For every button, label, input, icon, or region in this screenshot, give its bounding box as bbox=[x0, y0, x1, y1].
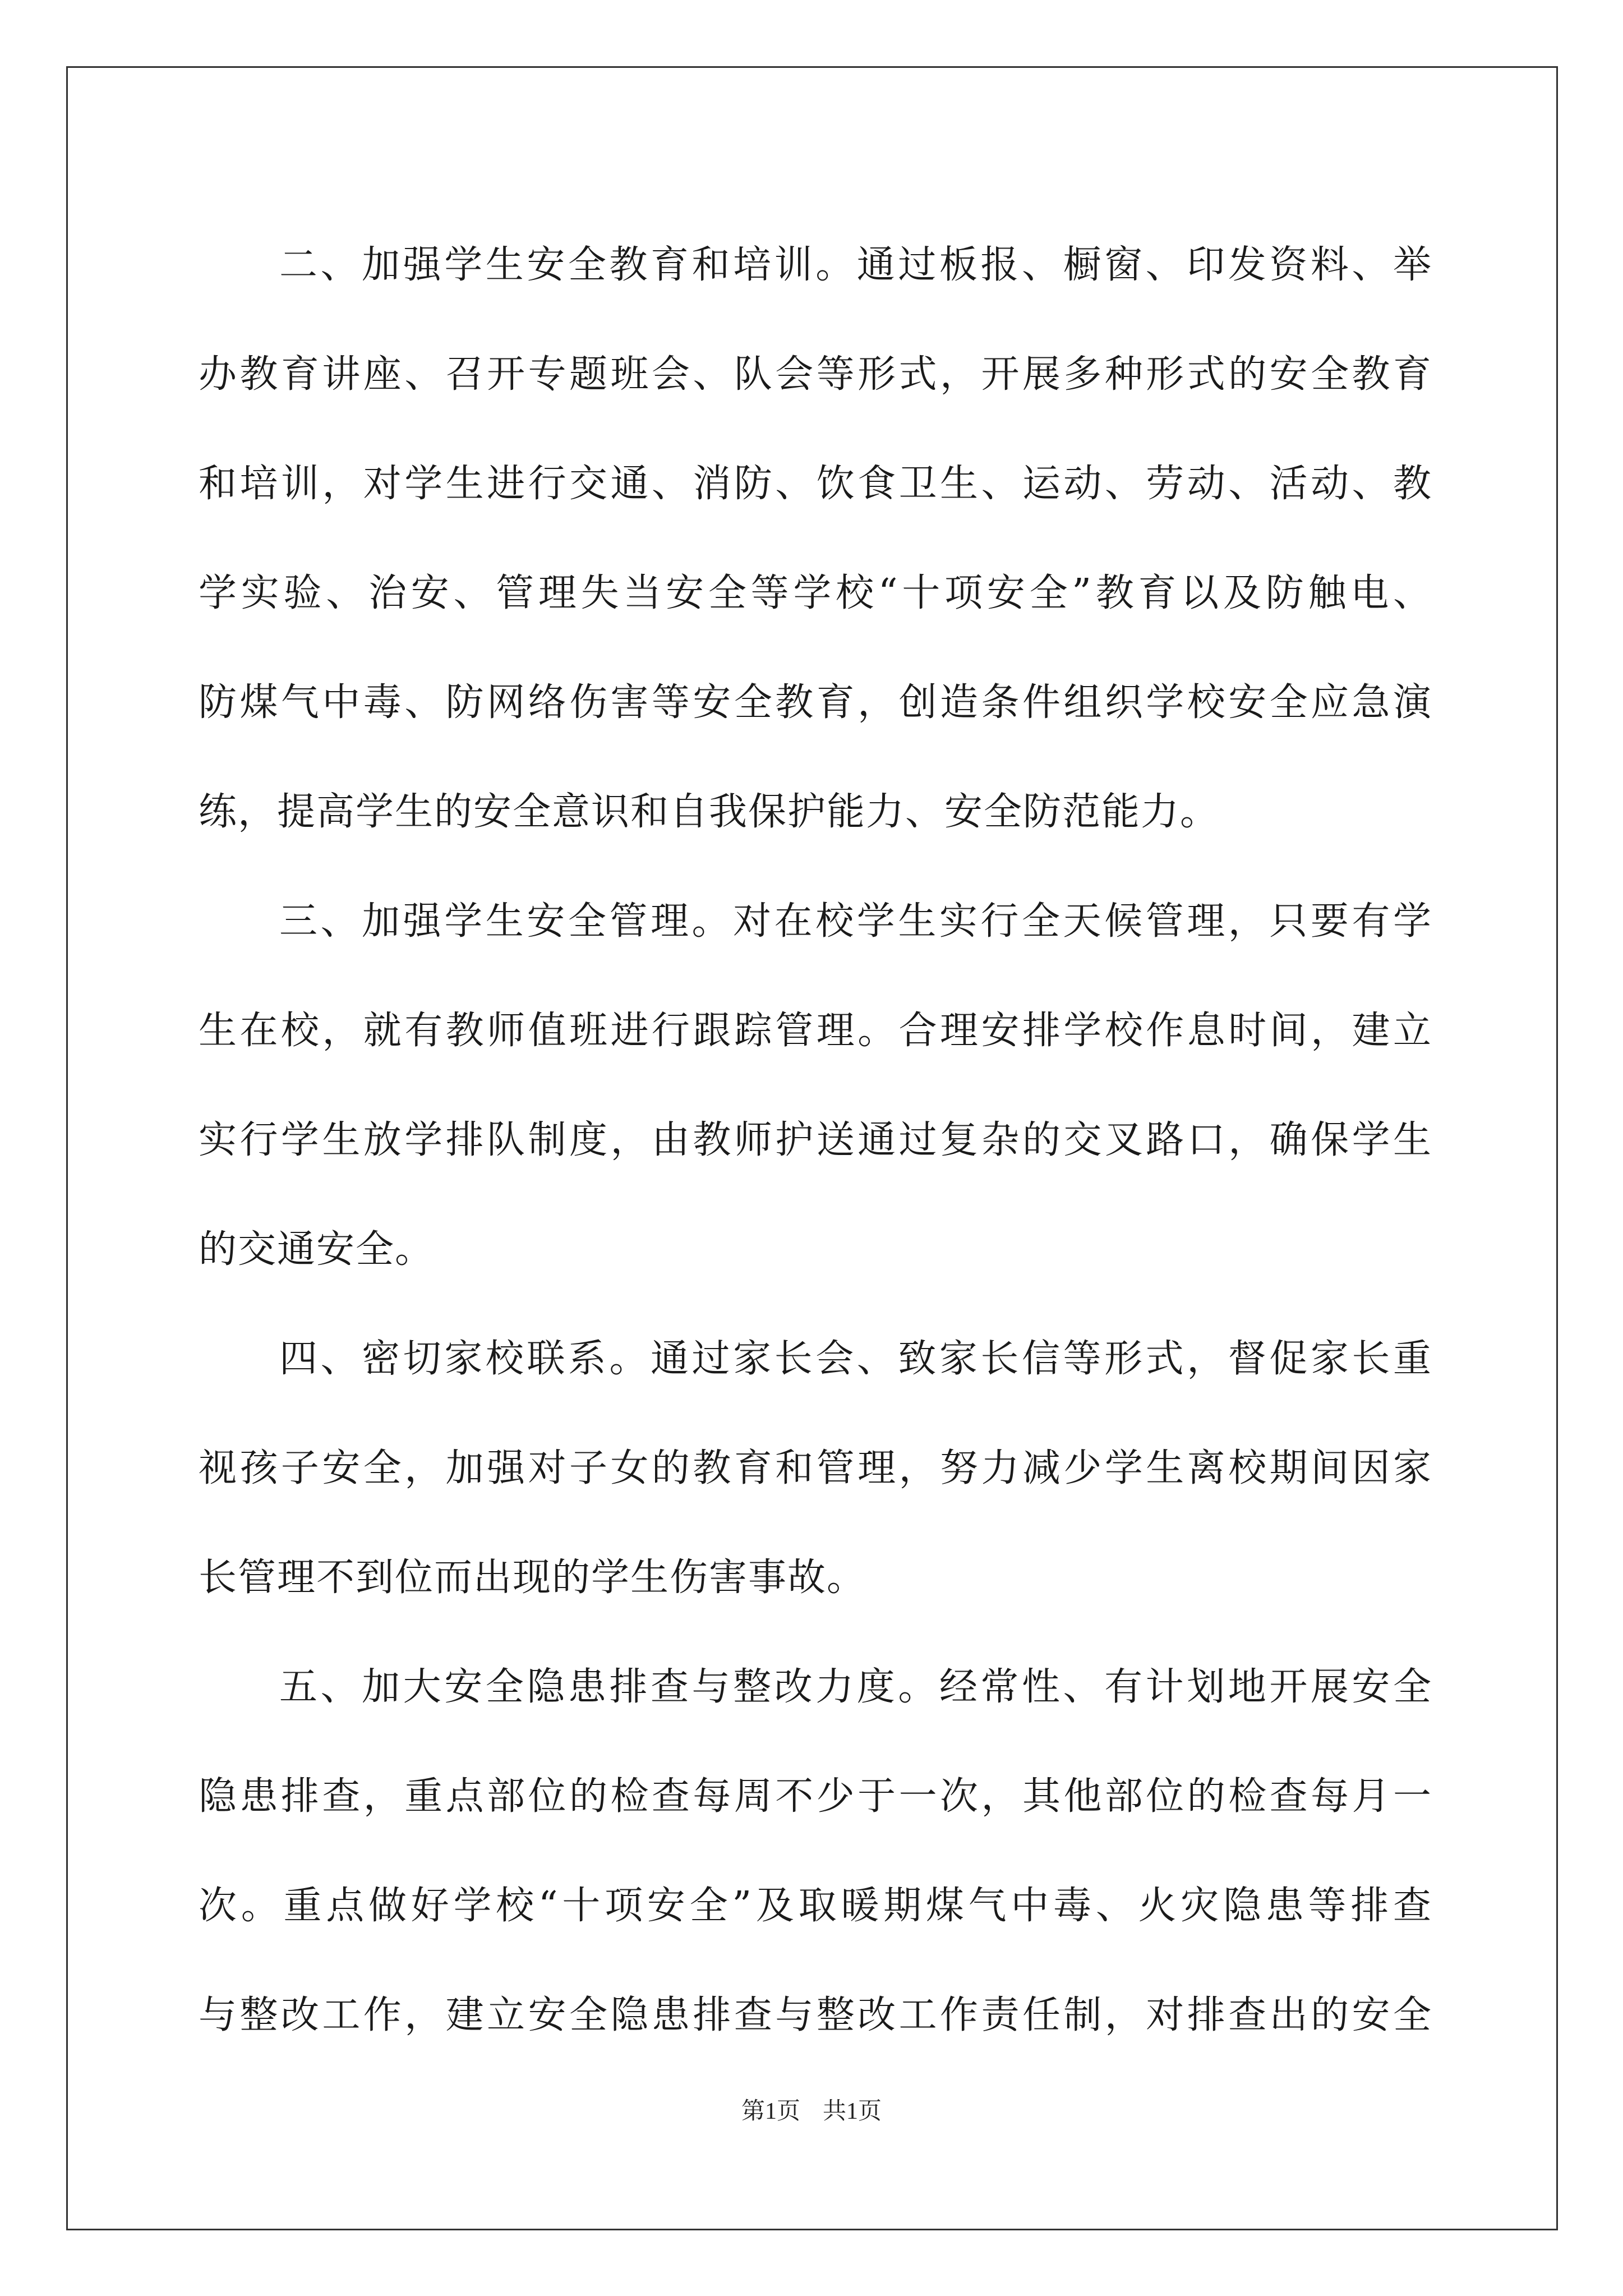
document-body bbox=[199, 210, 1432, 2070]
page-number-total: 共1页 bbox=[823, 2099, 882, 2124]
paragraph-2 bbox=[199, 210, 1432, 867]
text-line: 二、加强学生安全教育和培训。通过板报、橱窗、印发资料、举 bbox=[279, 243, 1432, 287]
paragraph-3 bbox=[199, 867, 1432, 1304]
paragraph-5 bbox=[199, 1632, 1432, 2070]
page-number-current: 第1页 bbox=[741, 2099, 800, 2124]
paragraph-4 bbox=[199, 1304, 1432, 1632]
text-line: 四、密切家校联系。通过家长会、致家长信等形式，督促家长重 bbox=[279, 1337, 1432, 1381]
text-line: 次。重点做好学校“十项安全”及取暖期煤气中毒、火灾隐患等排查 bbox=[199, 1884, 1432, 1928]
text-line: 与整改工作，建立安全隐患排查与整改工作责任制，对排查出的安全 bbox=[199, 1993, 1432, 2037]
text-line: 长管理不到位而出现的学生伤害事故。 bbox=[199, 1556, 866, 1600]
text-line: 的交通安全。 bbox=[199, 1227, 435, 1272]
text-line: 五、加大安全隐患排查与整改力度。经常性、有计划地开展安全 bbox=[279, 1665, 1432, 1709]
text-line: 隐患排查，重点部位的检查每周不少于一次，其他部位的检查每月一 bbox=[199, 1774, 1432, 1819]
text-line: 三、加强学生安全管理。对在校学生实行全天候管理，只要有学 bbox=[279, 899, 1432, 944]
text-line: 和培训，对学生进行交通、消防、饮食卫生、运动、劳动、活动、教 bbox=[199, 462, 1432, 506]
text-line: 实行学生放学排队制度，由教师护送通过复杂的交叉路口，确保学生 bbox=[199, 1118, 1432, 1162]
text-line: 视孩子安全，加强对子女的教育和管理，努力减少学生离校期间因家 bbox=[199, 1446, 1432, 1490]
text-line: 学实验、治安、管理失当安全等学校“十项安全”教育以及防触电、 bbox=[199, 571, 1432, 615]
text-line: 防煤气中毒、防网络伤害等安全教育，创造条件组织学校安全应急演 bbox=[199, 680, 1432, 725]
text-line: 办教育讲座、召开专题班会、队会等形式，开展多种形式的安全教育 bbox=[199, 352, 1432, 397]
text-line: 生在校，就有教师值班进行跟踪管理。合理安排学校作息时间，建立 bbox=[199, 1009, 1432, 1053]
text-line: 练，提高学生的安全意识和自我保护能力、安全防范能力。 bbox=[199, 790, 1220, 834]
page-footer bbox=[0, 2092, 1623, 2126]
